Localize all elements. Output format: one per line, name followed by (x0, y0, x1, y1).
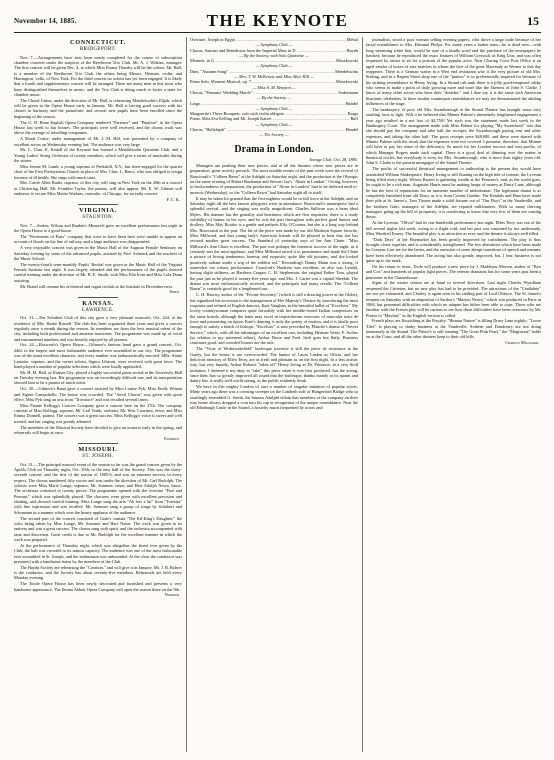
paragraph: Nov. 7.—Arrangements have now been nearly completed for the course of subscription chamber concerts under the auspices of the Beethoven Trio Club, Mr. A. J. Wilkins, manager. The first concert will be given Dec. 4, at which Miss Emma Thursby will be the soloist. Mr. Hall, is a member of the Beethoven Trio Club, the others being Messrs. Herman, violin, and Harrington, 'cello, of New York. For the third concert no soloist has yet been engaged. It is likely that a fourth and supplementary concert will be arranged. There are many men in this town who have distinguished themselves in music, and the Trio Club is doing much to foster a taste for chamber music. (14, 54, 182, 97)
performer-name: — Symphony Club — (256, 42, 293, 47)
masthead (14, 10, 541, 33)
programme-work: Marguerite's Three Bouquets, solo with violin obligato ..... (190, 111, 347, 116)
paragraph: Oct. 31.—The Schubert Club of this city gave a very pleasant musicale, Oct. 22d, at the residence of Mrs. Hattie Russell. The club has been organized three years and gives a concert regularly once a month during the season. Its members are from the best musical talent of the city, including both professional and amateur musicians. The programme was made up of vocal and instrumental numbers and was heartily enjoyed by all present. (14, 315, 182, 342)
programme-composer: Mendelssohn (335, 68, 358, 74)
paragraph: The Haydn Society are rehearsing the "Creation," and will give it in January. Mr. J. B. Rohrer is the conductor, and the Society has about seventy-five members. Rehearsals are held every Monday evening. (14, 564, 182, 581)
paragraph: C. H. Hawtry, author of the "Private Secretary" (which is still a drawing power at the Globe), has signalized his accession to the management of Her Majesty's Theatre by introducing the most exquisite and refined of English dancers, Kate Vaughan, in the beautiful ballet of "Excelsior." My lovely countrywoman compares quite favorably with her nimble-footed Italian competitors on the same boards, although the latter may excel in terpsichorean exercises of muscular tours de force and pirouetting on tiptoe. Kate's dancing is truly the poetry of motion, and it is fatally poor enough to satisfy a bench of bishops. "Excelsior" is now preceded by Planche's drama of "Secret Service," which, with all the advantages of an excellent cast, including Herman Vezin, F. Archer (so relation to my esteemed editor), Arthur Dacre and Fred. Irish goes but flatly. Business continues good, and crowded houses are the rule. (190, 292, 358, 346)
paragraph: Mr. Brand will resume his orchestral and organ recitals at the Institute in December next. (20, 283, 173, 289)
article-body (190, 163, 358, 411)
state-heading: VIRGINIA. (79, 207, 117, 215)
programme-composer: Sodermann (338, 89, 358, 95)
programme-composer: Braga (347, 111, 358, 117)
paragraph: journalists, stood a poor woman selling evening papers, who drove a large trade because of her facial resemblance to Mrs. Edmund Phelps. For many years a barber man—he is dead now—with long streaming white hair, would be sure of a kindly word and the purchase of the newspapers he hawked, because he reproduced the exact features of William Creswick as King Lear, and was often requested by artists to sit for a portrait of the popular actor. Near Charing Cross Post Office is an aged vendor of boxes of wax matches in whom the face of the great Macready as Werner to this day reappears. There is a German waiter in a West end restaurant who is the very picture of old Mrs. Stirling, and in a Regent Street shop one of the "juniors" is so preferentially inquired for because of his striking resemblance to Henry Irving. In a Strand cab rank there is a jolly good-tempered cabby who seems to make a point of daily growing more and more like the likeness of John S. Clarke. I know of many other actors who have their "doubles," and I dare say it is the same with American histrionic celebrities. Is there similar counterpart resemblances we may see demonstrated the abiding influences of the stage. (366, 37, 541, 107)
city-heading: LAWRENCE. (81, 307, 115, 313)
programme-work: Menuett, in G ..... (190, 58, 335, 63)
issue-date: November 14, 1885. (14, 17, 77, 25)
paragraph: The twenty-fourth semi-monthly Pupils' Recital was given in the Music Hall of the Virginia Female Institute last night. It was largely attended and the performance of the pupils showed careful training under the direction of Mr. B. E. Smith, with Miss Ella Irvin and Miss Lola Dunn assisting. (14, 261, 182, 283)
paragraph: We have in this mighty London of ours a number of singular imitators of popular actors. Many years ago there was a crossing sweeper on the Lambeth side of Hungerford Bridge who so startlingly resembled G. Smith, the famous Adelphi villain that members of the company on their way home always dropped a coin into his cap in recognition of the unique resemblance. Near the old Edinburgh Castle in the Strand, a hostelry much frequented by actors and (190, 384, 358, 411)
programme-work: Piano, Miss Eva Kelling and Mr. Joseph Kaiser ..... (190, 116, 349, 121)
programme-performer (190, 132, 358, 137)
programme-work: Chorus, Sanctus and Benedictus from the Imperial Mass in D ..... (190, 48, 346, 53)
paragraph: The "Pavements of Paris" company that were to have been here were unable to appear on account of floods on the line of railway, and a large audience was disappointed. (14, 233, 182, 245)
article-signature: Charles Millward. (505, 340, 539, 346)
paragraph: The profits of successful theatrical management or authorship is the present day would have astonished William Shakespeare. Henry Irving is still floating on the high tide of fortune, the Lyceum being filled every night. Wilson Barrett is gathering wealth at the Princess's, and, as the world goes, he ought to be a rich man. Augustus Harris must be making heaps of money at Drury Lane, although he has the best of reputations for an immense number of melodramas. The legitimate drama is as completely banished from old Drury as it is from Covent Garden. The Kendals and Hare have made their pile at St. James's, Tom Thorne made a solid fortune out of "Our Boys" at the Vaudeville, and the brothers Gatti, managers of the Adelphi, are reputed millionaires. With so many thriving managers going up the hill of prosperity, it is comforting to know that very few of them are coming down. (366, 166, 541, 220)
state-heading: CONNECTICUT. (70, 39, 126, 46)
concert-programme (190, 37, 358, 138)
paragraph: A Moral Cruise, under management of Mr. J. M. Hill, was presented by a company of excellent actors on Wednesday evening last. The audience was very large. (14, 136, 182, 147)
column-drama-continued (366, 37, 541, 752)
paragraph: The "Vicar of Wideawakefield" burlesque travestie is still the piece de resistance at the Gaiety, but the house is not overcrowded. The humor of Laura Linden as Olivia, and her delicious mimicry of Ellen Terry, are as fresh and pleasant as on the first night. In a less artistic way, but very funnily, Arthur Roberts "takes off" Henry Irving as Dr. Primrose, in a very droll imitation. I deemed it my duty to "take" this piece when it was first produced, but the acting, since then, has so greatly improved all round that the burlesque, thanks mainly to its quaint and dainty fun, is really well worth seeing, as the public evidently think. (190, 346, 358, 384)
correspondent-signature: Norman. (164, 592, 180, 598)
paragraph: Oct. 30.—Gilmore's Band gave a concert assisted by Miss Louise Pyk, Miss Emily Winant and Signor Campobello. The house was crowded. The "Anvil Chorus" was given with great effect. Miss Pyk sang an aria from "Trovatore" and was recalled several times. (14, 386, 182, 402)
programme-composer: Handel (345, 127, 358, 133)
paragraph: Nov. 7.—Sutton, Wilson and Rankin's Minstrels gave an excellent performance last night in the Opera House to a good house. (14, 222, 182, 234)
performer-name: — Symphony Club — (256, 106, 293, 111)
paragraph: The Tootle Opera House has been newly decorated and furnished and presents a very handsome appearance. The Emma Abbott Opera Company will open the season there on the 9th. (14, 581, 182, 592)
paragraph: Managers are pushing their new pieces, and at all the theatres where new pieces are in preparation, great activity prevails. The most notable events of the past week were the revival of Boucicault's "Colleen Bawn" at the Adelphi on Saturday night, and the production at the Olympic on the same evening of Robert Buchanan and Stewart Jay's "Alone in London." Owing, however, to backwardness of preparation, the production of "Alone in London" had to be deferred until to-morrow (Wednesday), so the "Colleen Bawn" had Saturday night all to itself. (190, 162, 358, 195)
programme-composer: Handel (345, 100, 358, 106)
paragraph: Oct. 31.—The principal musical event of the season so far was the grand concert given by the Apollo Club on Thursday night, Oct. 29th, to the new hall of the Society. This was the thirty-seventh concert, and the first of the season of 1885-6, and was an eminent success in every respect. The chorus numbered fifty voices and was under the direction of Mr. Carl Rudolph. The soloists were Miss Marie Lunge, soprano; Mr. Sommer, tenor, and Herr Adolph Nawn, basso. The orchestra consisted of twenty pieces. The programme opened with the overture "Poet and Peasant," which was splendidly played. The choruses were given with excellent precision and shading, and showed careful training. Miss Lunge sang the aria "Ah fors e lui" from "Traviata" with fine expression and was recalled. Mr. Sommer sang a group of songs by Schubert and Schumann in a manner which won the hearty applause of the audience. (14, 461, 182, 515)
correspondent-signature: Siren. (169, 289, 180, 295)
paragraph: French plays are flourishing at the Royalty. "Human Nature" is filling Drury Lane nightly; "Loose Tiles" is playing to shaky business at the Vaudeville. Sothern and Dundreary are not doing immensely at the Strand. The Prince's is still running "The Great Pink Pearl," the "Magistrate" holds on at the Court, and all the other theatres keep to their old bills. (366, 318, 541, 340)
paragraph: "Dark Days" at the Haymarket has been greatly improved by curtailment. The play is thus brought closer together, and is considerably strengthened. The few alterations which have been made by Comyns Carr are for the better, and the omission of some abrupt transitions of speech and manner, have been effectively abandoned. The acting has also greatly improved, but, I fear, business is not quite up to the mark. (366, 236, 541, 264)
programme-work: Piano Solo, Moment Musical, op. 7 ..... (190, 79, 335, 84)
paragraph: Miss Fannie Kellogg's Concert Company gave a concert here on the 27th. The company consists of Miss Kellogg, soprano; Mr. Carl Venth, violinist; Mr. Wm. Courtney, tenor, and Miss Emma Donnell, pianist. The concert was a great success. Miss Kellogg's voice is sweet and well trained, and her singing was greatly admired. (14, 402, 182, 424)
paragraph: The bankruptcy of poor old Mrs. Swanborough at the Strand Theatre has brought some very startling facts to light. Will it be believed that Minnie Palmer's immensely lengthened engagement a year ago resulted in a net loss of $2,750? Yet such was the statement made last week in the Bankruptcy Court. The arrangement made with Miss Palmer for playing "My Sweetheart" was that she should pay the company and take half the receipts; the Swanborough paying rent and other expenses, and taking the other half. The gross receipts were $48,000, and these were shared with Minnie Palmer with the result that the expenses were not covered. I presume, therefore, that Minnie will have to pay her share of the deficiency. So much for her London success and vast profits, of which Manager Rogers made such capital. There is a good deal of thinning over the matter in theatrical circles, but everybody is sorry for Mrs. Swanborough, who is more than eighty years old. John S. Clarke is the present mortgagee of the Strand Theatre. (366, 106, 541, 166)
article-dateline: Savage Club, Oct. 28, 1885. (309, 156, 358, 162)
programme-work: Largo ..... (190, 101, 345, 106)
programme-work: Overture, Joseph in Egypt ..... (190, 37, 346, 42)
paragraph: At the Lyceum, "Olivia" had its one hundredth performance last night. Ellen Terry was out of the bill several nights last week, owing to a slight cold, and her part was sustained by her understudy, Miss Winifred Emery. The beautiful play is as attractive as ever, and the theatre is always well filled. (366, 220, 541, 236)
programme-composer: Moszkowski (336, 79, 358, 85)
page-number: 15 (527, 14, 539, 28)
article-heading: Drama in London. (234, 143, 314, 155)
paragraph: On his return to town, Toole will produce a new piece by J. Maddison Morton, author of "Box and Cox" and hundreds of popular light pieces. The veteran dramatist has for some years past been a pensioner in the Charterhouse. (366, 263, 541, 280)
paragraph: The members of the Musical Society have decided to give an oratorio early in the spring, and rehearsals will begin at once. (14, 424, 182, 435)
paragraph: Oct. 24.—Bosworth's Opera House.—Gilmore's famous band gave a grand concert, Oct. 24th, to the largest and most fashionable audience ever assembled in our city. The programme was of the usual excellent character, and every number was enthusiastically encored. Mlle. Annie Lamotte, soprano, and the cornet soloist, Signor Liberati, were received with great favor. The band played a number of popular selections which were loudly applauded. (14, 342, 182, 369)
column-programme-drama (190, 37, 358, 752)
section-divider (78, 204, 118, 205)
programme-work: Chorus, "Peasants' Wedding March" ..... (190, 90, 337, 95)
paragraph: Signs of the winter season are at hand in several directions. Last night Charles Wyndham reopened the Criterion, but no new play has had to be provided. The attractions of the "Candidate" are not yet exhausted, and Charley is again seen in his rattling part of Lord Oldacre. The St. James's reopens on Saturday with an adaptation of Sardou's "Maison Neuve," which was produced in Paris in 1866, but presented difficulties with which no adapter has hither been able to cope. Those who are familiar with the French play will be curious to see how these difficulties have been overcome by Mr. Pinero in "Mayfair," as the English version is called. (366, 280, 541, 318)
paragraph: Miss Jennie M. Lamb, a young soprano of Peekskill, N.Y., has been engaged for the quartet choir of the First Presbyterian Church in place of Mrs. Chas. L. Beers, who was obliged to resign because of ill health. She sings with much taste. (14, 163, 182, 180)
programme-work: Duet, "Autumn Song" ..... (190, 69, 334, 74)
state-heading: MISSOURI. (78, 446, 118, 454)
correspondent-signature: F. C. K. (166, 196, 180, 202)
city-heading: STAUNTON. (82, 215, 114, 221)
paragraph: A very enjoyable concert was given in the Music Hall of the Augusta Female Seminary on Saturday evening by some of the advanced pupils, assisted by Prof. Schenck and the teachers of the Music School. (14, 245, 182, 261)
city-heading: BRIDGEPORT. (79, 47, 117, 52)
performer-name: — Symphony Club — (256, 63, 293, 68)
performer-name: — Mrs. T. W. McKenzie and Miss Alice Hill — (234, 74, 314, 79)
section-divider (78, 443, 118, 444)
performer-name: — By the Society, with Solo Quartette — (239, 53, 309, 58)
newspaper-page (14, 10, 541, 752)
paragraph: The second part of the concert consisted of Gade's cantata "The Erl-King's Daughter," the solos being taken by Miss Lunge, Mr. Sommer and Herr Nawn. The work was given in its entirety and was a great success. The chorus sang with spirit, and the orchestra accompanied with taste and discretion. Great credit is due to Mr. Rudolph for the excellent manner in which the work was prepared. (14, 515, 182, 542)
programme-work: Chorus, "Hallelujah" ..... (190, 127, 345, 132)
performer-name: — By the Society — (257, 95, 291, 100)
performer-name: — Symphony Club — (256, 122, 293, 127)
paragraph: Mrs. Carrie Allen Rader, soprano, of this city, will sing in New York on the 20th at a concert in Chickering Hall. Mr. Franklin Taylor, the pianist, will also appear. Mr. E. W. Gilman will endeavor to secure Miss Mattie Watkins, contralto, of Chicago, for an early concert. (14, 180, 182, 197)
city-heading: ST. JOSEPH. (82, 454, 114, 460)
paragraph: The G. B. Benn English Opera Company rendered "Patience" and "Pinafore" in the Opera House last week to fair houses. The principals were well received, and the chorus work was above the average of travelling companies. (14, 119, 182, 136)
paragraph: It may be taken for granted that the first-nighters would be in full force at the Adelphi, and on Saturday night all the best known playgoers were in attendance. Boucicault's masterpiece had a splendid revival, and the staging was really magnificent. Charles Sullivan was a bean ideal Myles. His manner has the geniality and heartiness which are first requisites; there is a ready volubility of humor in his eyes, and he acts the part throughout with perfect good humor and drollery. Miss May Rourke is a gentle and pathetic Eily O'Connor, but she is a long way behind Mrs. Boucicault in the part. The hit of the piece was made by our old Madison Square favorite, Miss Millward, and that young lady's American friends will be pleased to hear that she has secured another great success. The Standard of yesterday says of her Ann Chute: "Miss Millward's Ann Chute is excellent. The part was perhaps the foremost success of the night, as it certainly was the most applause, and Miss Millward raised it to prominence and made the Chute a picture of loving tenderness, honesty and exquisite, quite like old pictures, and she looked positively radiant under a wig of the reddest red." Rewarding's Danny Mann was a strong, if somewhat too robust, performance. Crawford's Hardress was excellent, as also was Lyndal, having slight stiffness, as Hardress Cregan. C. H. Stephenson, the original Father Tom, played the part just as he played it twenty-five years ago, and Mrs. J. Carter was a capital Sheelah. The drama was most enthusiastically received, and the principals had many recalls. The "Colleen Bawn" is certainly good for a lengthened run. (190, 195, 358, 292)
performer-name: — The Society — (259, 132, 289, 137)
performer-name: — Miss A. M. Brayton — (252, 85, 295, 90)
state-heading: KANSAS. (82, 299, 114, 307)
paragraph: Mr. C. Chas. E. Kettell of the Keynote has formed a Mendelssohn Quintette Club, and a Young Ladies' String Orchestra of twenty members, which will give a series of musicales during the winter. (14, 147, 182, 164)
paragraph: At the performance of Thursday night, which was altogether the finest ever given by the Club, the hall was crowded to its utmost capacity. The audience was one of the most fashionable ever assembled in St. Joseph, and the enthusiasm was unbounded. At the close the conductor was presented with a handsome baton by the members of the Club. (14, 542, 182, 564)
article-body-continued (366, 37, 541, 340)
section-divider (78, 297, 118, 298)
programme-composer: Mehul (346, 37, 358, 42)
programme-composer: Haydn (346, 47, 358, 53)
column-correspondence (14, 37, 182, 752)
newspaper-title: THE KEYNOTE (206, 11, 349, 30)
programme-composer: Raff (350, 116, 358, 122)
paragraph: The Choral Union, under the direction of Mr. Hall, is rehearsing Mendelssohn's Elijah, which will be given in the Opera House early in January. Mr. Hall is having good success with his classes in harmony and the pianoforte, and several new pupils have been enrolled since the beginning of the season. (14, 97, 182, 119)
correspondent-signature: Euridice. (164, 435, 180, 441)
paragraph: Mr. H. M. Hall, of Kansas City, played a highly successful piano recital at the University Hall on Tuesday evening last. His programme was an exceedingly difficult one, and its interpretation showed him to be a pianist of much merit. (14, 369, 182, 386)
programme-composer: Moszkowski (336, 58, 358, 64)
